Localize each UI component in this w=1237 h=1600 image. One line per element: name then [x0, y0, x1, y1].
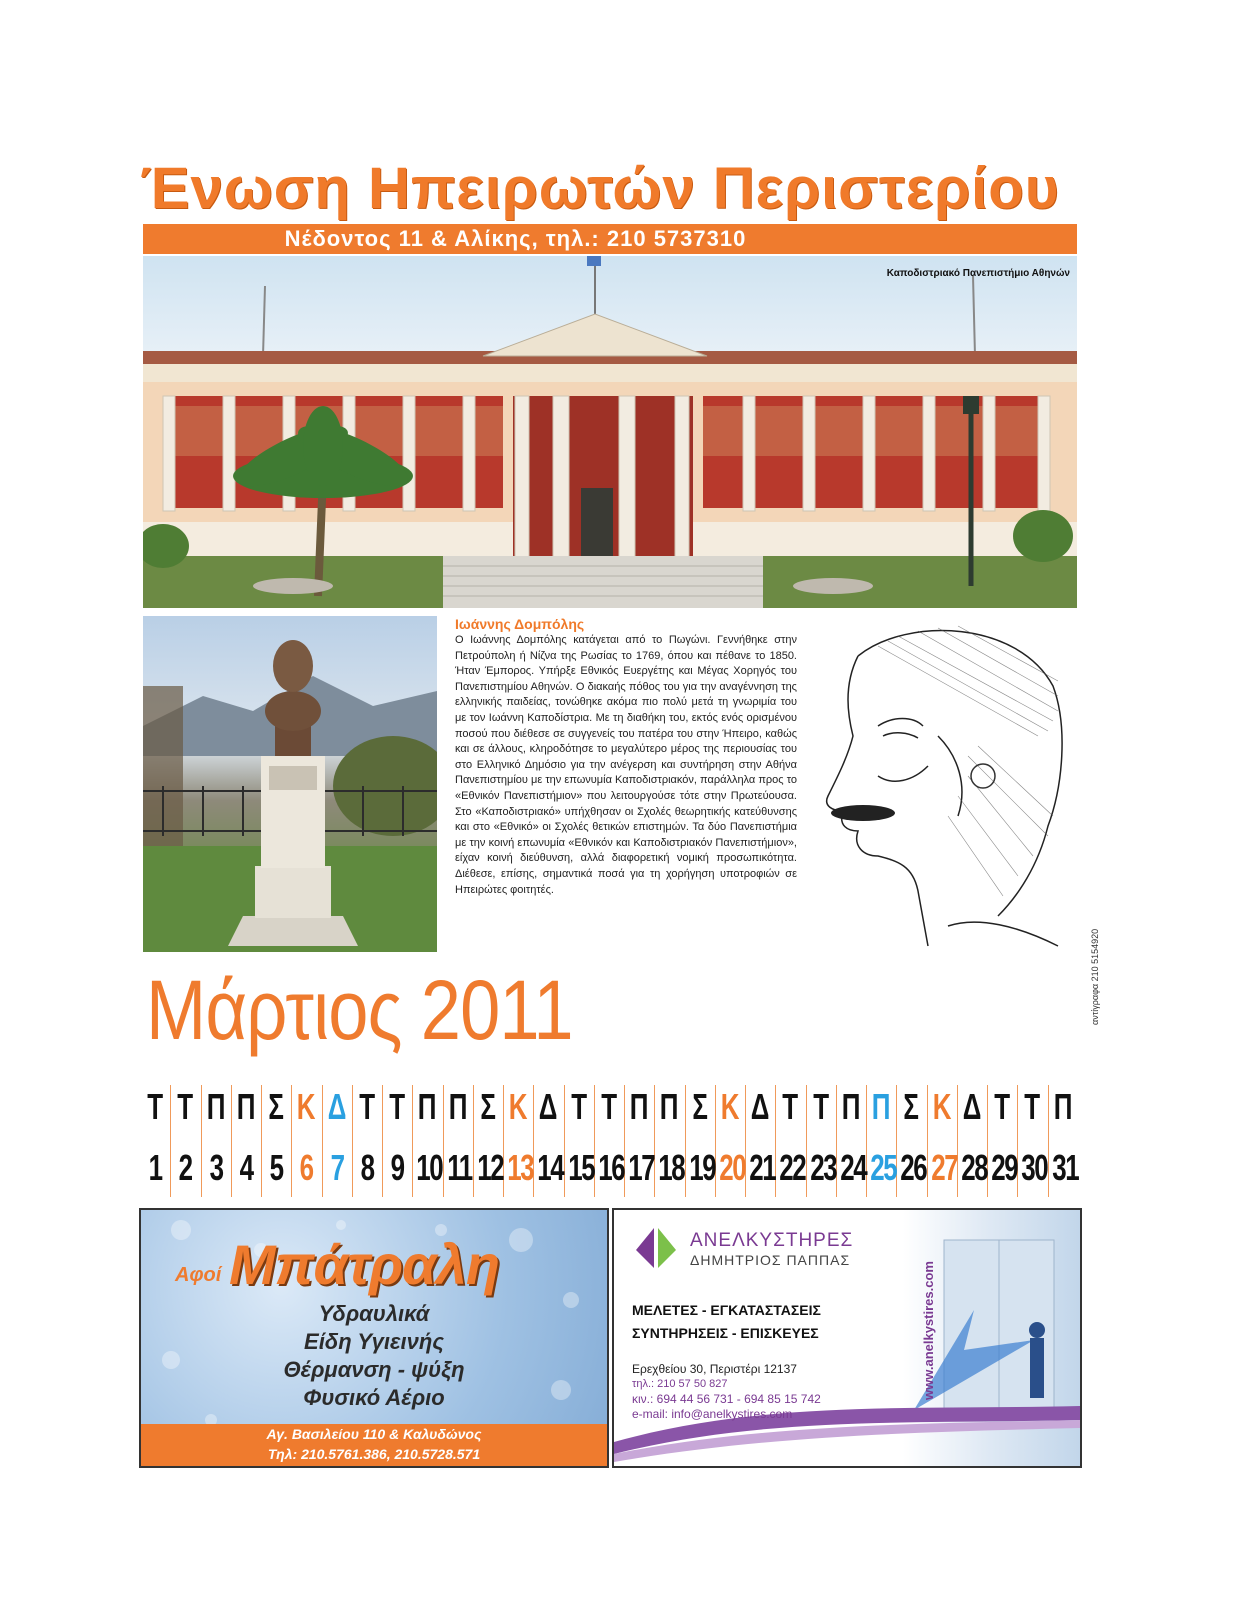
profile-sketch-illustration	[818, 616, 1076, 952]
day-number: 26	[900, 1147, 927, 1188]
day-number: 27	[930, 1147, 957, 1188]
weekday-letter: Τ	[177, 1086, 194, 1127]
weekday-letter: Κ	[297, 1086, 316, 1127]
day-number: 30	[1021, 1147, 1048, 1188]
day-number: 2	[178, 1147, 192, 1188]
day-number: 5	[269, 1147, 283, 1188]
ad-right-address: Ερεχθείου 30, Περιστέρι 12137	[632, 1362, 797, 1376]
day-number: 23	[809, 1147, 836, 1188]
weekday-letter: Τ	[570, 1086, 587, 1127]
calendar-day	[806, 1085, 837, 1197]
calendar-day	[836, 1085, 867, 1197]
ad-left-phones: Τηλ: 210.5761.386, 210.5728.571	[267, 1446, 481, 1462]
ad-left-address: Αγ. Βασιλείου 110 & Καλυδώνος	[266, 1426, 482, 1442]
day-number: 17	[628, 1147, 655, 1188]
ad-right-services2: ΣΥΝΤΗΡΗΣΕΙΣ - ΕΠΙΣΚΕΥΕΣ	[632, 1325, 819, 1341]
article-body: Ο Ιωάννης Δομπόλης κατάγεται από το Πωγώνι. Γεννήθηκε στην Πετρούπολη ή Νίζνα της Ρωσίας το 1769, όπου και πέθανε το 1850. Ήταν Έμπορος. Υπήρξε Εθνικός Ευεργέτης και Μέγας Χορηγός του Πανεπιστημίου Αθηνών. Ο διακαής πόθος του για την αναγέννηση της ελληνικής παιδείας, τονώθηκε ακόμα πιο πολύ μετά τη γνωριμία του με τον Ιωάννη Καποδίστρια. Με τη διαθήκη του, εκτός ενός ορισμένου ποσού που διέθεσε σε συγγενείς του πατέρα του στην Ήπειρο, καθώς και σε άλλους, κληροδότησε το μεγαλύτερο μέρος της περιουσίας του στο Ελληνικό Δημόσιο για την ανέγερση και συντήρηση στην Αθήνα Πανεπιστημίου με την επωνυμία Καποδιστριακόν, παράλληλα προς το «Εθνικόν Πανεπιστήμιον» που λειτουργούσε τότε στην Πρωτεύουσα. Στο «Καποδιστριακό» υπήχθησαν οι Σχολές θεωρητικής κατεύθυνσης και στο «Εθνικό» οι Σχολές θετικών επιστημών. Τα δύο Πανεπιστήμια με την κοινή επωνυμία «Εθνικόν και Καποδιστριακόν Πανεπιστήμιον», είχαν κοινή διεύθυνση, αλλά διαφορετική νομική προσωπικότητα. Διέθεσε, επίσης, σημαντικά ποσά για τη χορήγηση υποτροφιών σε Ηπειρώτες φοιτητές.	[455, 634, 797, 896]
weekday-letter: Π	[841, 1086, 861, 1127]
day-number: 13	[507, 1147, 534, 1188]
day-number: 12	[477, 1147, 504, 1188]
weekday-letter: Τ	[782, 1086, 799, 1127]
weekday-letter: Σ	[268, 1086, 284, 1127]
calendar-day	[775, 1085, 806, 1197]
ad-right-title2: ΔΗΜΗΤΡΙΟΣ ΠΑΠΠΑΣ	[690, 1252, 851, 1268]
day-number: 14	[537, 1147, 564, 1188]
side-print-info	[1090, 905, 1112, 1025]
calendar-day	[322, 1085, 353, 1197]
article-title: Ιωάννης Δομπόλης	[455, 616, 585, 632]
weekday-letter: Π	[418, 1086, 437, 1127]
ad-right-mobile: κιν.: 694 44 56 731 - 694 85 15 742	[632, 1392, 821, 1406]
ad-elevators	[612, 1208, 1082, 1468]
weekday-letter: Π	[1053, 1086, 1073, 1127]
calendar-day	[1048, 1085, 1078, 1197]
ad-right-email: e-mail: info@anelkystires.com	[632, 1407, 793, 1421]
ad-left-service-line: Υδραυλικά	[318, 1301, 430, 1326]
day-number: 24	[840, 1147, 867, 1188]
photo-caption: Καποδιστριακό Πανεπιστήμιο Αθηνών	[886, 268, 1070, 279]
calendar-day	[564, 1085, 595, 1197]
day-number: 25	[870, 1147, 897, 1188]
calendar-day	[654, 1085, 685, 1197]
page-title: Ένωση Ηπειρωτών Περιστερίου	[140, 156, 1060, 221]
weekday-letter: Π	[236, 1086, 256, 1127]
calendar-day	[170, 1085, 201, 1197]
side-print-text: αντίγραφα 210 5154920	[1090, 928, 1100, 1025]
weekday-letter: Τ	[1024, 1086, 1041, 1127]
weekday-letter: Π	[448, 1086, 468, 1127]
day-number: 22	[779, 1147, 806, 1188]
weekday-letter: Π	[206, 1086, 226, 1127]
ad-left-service-line: Θέρμανση - ψύξη	[283, 1357, 465, 1382]
calendar-day	[987, 1085, 1018, 1197]
weekday-letter: Σ	[480, 1086, 496, 1127]
weekday-letter: Δ	[750, 1086, 770, 1127]
weekday-letter: Δ	[327, 1086, 346, 1127]
day-number: 8	[360, 1147, 374, 1188]
day-number: 6	[299, 1147, 313, 1188]
day-number: 7	[330, 1147, 344, 1188]
ad-left-service-line: Είδη Υγιεινής	[304, 1329, 444, 1354]
day-number: 18	[658, 1147, 685, 1188]
day-number: 10	[416, 1147, 443, 1188]
bust-statue-illustration	[143, 616, 437, 952]
address-text: Νέδοντος 11 & Αλίκης, τηλ.: 210 5737310	[284, 226, 747, 251]
ad-right-website: www.anelkystires.com	[921, 1261, 936, 1400]
weekday-letter: Τ	[359, 1086, 375, 1127]
calendar-day	[957, 1085, 988, 1197]
weekday-letter: Π	[629, 1086, 649, 1127]
weekday-letter: Κ	[508, 1086, 528, 1127]
weekday-letter: Τ	[812, 1086, 829, 1127]
calendar-strip	[140, 1085, 1078, 1197]
portrait-sketch	[818, 616, 1076, 952]
weekday-letter: Κ	[720, 1086, 740, 1127]
weekday-letter: Σ	[903, 1086, 920, 1127]
ad-left-contact	[141, 1424, 607, 1464]
calendar-day	[533, 1085, 564, 1197]
calendar-day	[927, 1085, 958, 1197]
day-number: 9	[390, 1147, 404, 1188]
weekday-letter: Τ	[147, 1086, 164, 1127]
calendar-day	[412, 1085, 443, 1197]
weekday-letter: Π	[871, 1086, 891, 1127]
weekday-letter: Δ	[962, 1086, 982, 1127]
ad-batrali	[139, 1208, 609, 1468]
day-number: 21	[749, 1147, 776, 1188]
day-number: 20	[719, 1147, 746, 1188]
calendar-day	[443, 1085, 474, 1197]
calendar-day	[745, 1085, 776, 1197]
calendar-day	[382, 1085, 413, 1197]
university-photo	[143, 256, 1077, 608]
ad-left-brand-prefix: Αφοί	[175, 1264, 222, 1286]
day-number: 11	[446, 1147, 472, 1188]
calendar-day	[352, 1085, 383, 1197]
calendar-day	[291, 1085, 322, 1197]
ad-right-tel: τηλ.: 210 57 50 827	[632, 1378, 728, 1390]
calendar-day	[594, 1085, 625, 1197]
weekday-letter: Π	[660, 1086, 679, 1127]
calendar-day	[896, 1085, 927, 1197]
month-title: Μάρτιος 2011	[146, 963, 573, 1057]
calendar-day	[624, 1085, 655, 1197]
university-building-illustration	[143, 256, 1077, 608]
day-number: 28	[961, 1147, 988, 1188]
calendar-day	[866, 1085, 897, 1197]
weekday-letter: Τ	[601, 1086, 617, 1127]
calendar-day	[503, 1085, 534, 1197]
day-number: 15	[567, 1147, 594, 1188]
day-number: 29	[991, 1147, 1018, 1188]
calendar-day	[231, 1085, 262, 1197]
calendar-day	[715, 1085, 746, 1197]
weekday-letter: Κ	[932, 1086, 952, 1127]
weekday-letter: Σ	[691, 1086, 708, 1127]
day-number: 31	[1051, 1147, 1078, 1188]
ad-right-title1: ΑΝΕΛΚΥΣΤΗΡΕΣ	[690, 1230, 854, 1251]
weekday-letter: Δ	[539, 1086, 558, 1127]
weekday-letter: Τ	[994, 1086, 1011, 1127]
ad-left-brand: Μπάτραλη	[229, 1233, 500, 1296]
day-number: 19	[688, 1147, 715, 1188]
weekday-letter: Τ	[389, 1086, 406, 1127]
calendar-day	[201, 1085, 232, 1197]
calendar-day	[261, 1085, 292, 1197]
day-number: 3	[209, 1147, 223, 1188]
day-number: 16	[598, 1147, 625, 1188]
ad-left-service-line: Φυσικό Αέριο	[303, 1385, 445, 1410]
day-number: 4	[239, 1147, 253, 1188]
ad-right-services1: ΜΕΛΕΤΕΣ - ΕΓΚΑΤΑΣΤΑΣΕΙΣ	[632, 1302, 821, 1318]
calendar-day	[685, 1085, 716, 1197]
day-number: 1	[148, 1147, 162, 1188]
ad-left-services	[141, 1300, 607, 1412]
bust-photo	[143, 616, 437, 952]
calendar-day	[1017, 1085, 1048, 1197]
calendar-day	[140, 1085, 171, 1197]
calendar-day	[473, 1085, 504, 1197]
